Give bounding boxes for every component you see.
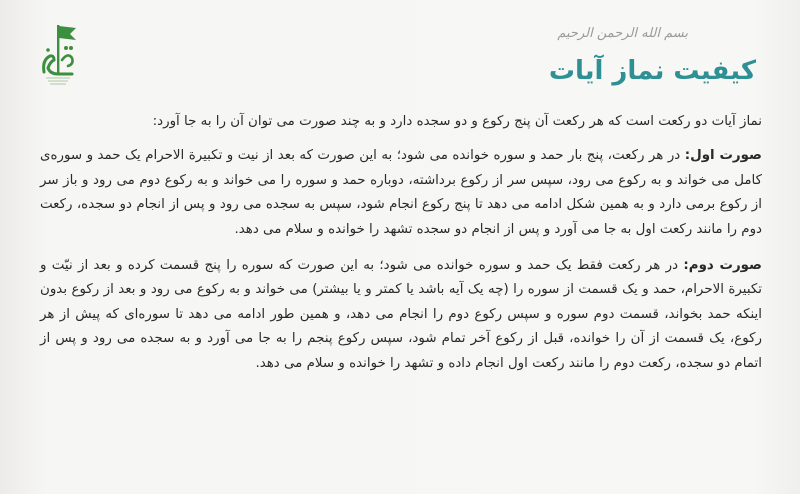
section-paragraph-2 (40, 254, 762, 376)
intro-paragraph: نماز آیات دو رکعت است که هر رکعت آن پنج رکوع و دو سجده دارد و به چند صورت می توان آن را به جا آورد: (152, 114, 762, 129)
section-heading-1: صورت اول: (684, 148, 762, 164)
page-title: کیفیت نماز آیات (548, 56, 756, 86)
document-body (40, 110, 762, 388)
bismillah-calligraphy: بسم الله الرحمن الرحیم (557, 26, 688, 41)
quran-flag-logo-icon (38, 22, 78, 90)
section-heading-2: صورت دوم: (683, 258, 762, 274)
section-text-2: در هر رکعت فقط یک حمد و سوره خوانده می شود؛ به این صورت که سوره را پنج قسمت کرده و بعد از نیّت و تکبیرة الاحرام، حمد و یک قسمت از سوره را (چه یک آیه باشد یا کمتر و یا بیشتر) می خواند و به رکوع می رود و بعد از رکوع بدون اینکه حمد بخواند، قسمت دوم سوره و سپس رکوع دوم را انجام می دهد، و همین طور ادامه می دهد تا سوره‌ای که پیش از هر رکوع، یک قسمت از آن را خوانده، قبل از رکوع آخر تمام شود، سپس رکوع پنجم را به جا می آورد و به سجده می رود و پس از اتمام دو سجده، رکعت دوم را مانند رکعت اول انجام داده و تشهد را خوانده و سلام می دهد. (40, 258, 762, 371)
section-paragraph-1 (40, 144, 762, 242)
section-text-1: در هر رکعت، پنج بار حمد و سوره خوانده می شود؛ به این صورت که بعد از نیت و تکبیرة الاحرام یک حمد و سوره‌ی کامل می خواند و به رکوع می رود، سپس سر از رکوع برداشته، دوباره حمد و سوره را می خواند و به رکوع دوم می رود و باز سر از رکوع برمی دارد و به همین شکل ادامه می دهد تا پنج رکوع انجام شود، سپس به سجده می رود و پس از انجام دو سجده، رکعت دوم را مانند رکعت اول به جا می آورد و پس از انجام دو سجده تشهد را خوانده و سلام می دهد. (40, 148, 762, 237)
